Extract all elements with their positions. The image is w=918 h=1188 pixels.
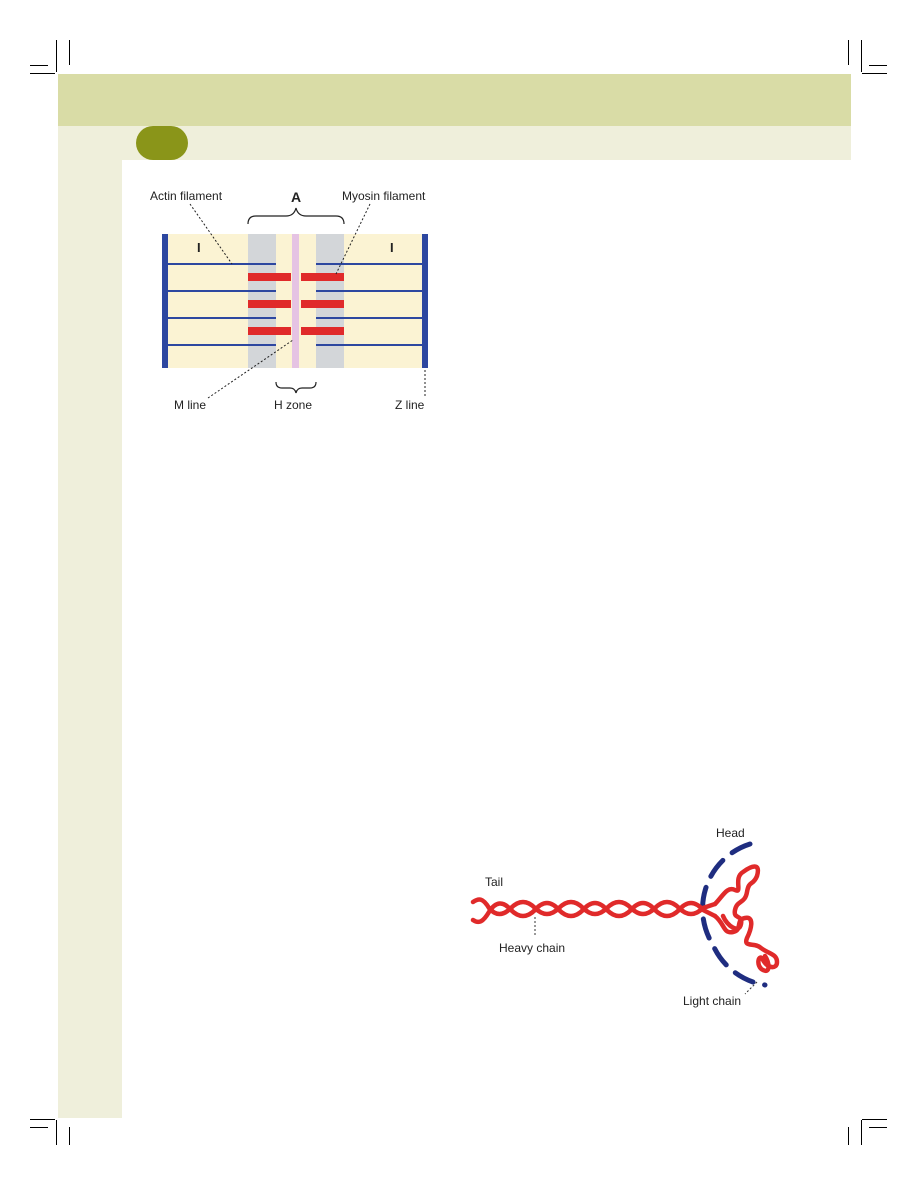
crop-mark [862, 73, 887, 74]
crop-mark [30, 1119, 55, 1120]
myosin-heads [715, 867, 777, 971]
actin-filament-label: Actin filament [150, 189, 223, 203]
crop-mark [30, 1127, 48, 1128]
left-margin-band [58, 126, 122, 1118]
crop-mark [848, 1127, 849, 1145]
crop-mark [56, 40, 57, 72]
myosin-filament [248, 273, 291, 281]
h-zone-brace [276, 382, 316, 393]
m-line [292, 234, 299, 368]
z-line-left [162, 234, 168, 368]
i-band-label-right: I [390, 240, 394, 255]
crop-mark [30, 73, 55, 74]
crop-mark [30, 65, 48, 66]
z-line-right [422, 234, 428, 368]
i-band-label-left: I [197, 240, 201, 255]
crop-mark [869, 1127, 887, 1128]
myosin-filament-label: Myosin filament [342, 189, 426, 203]
myosin-filament [248, 300, 291, 308]
head-label: Head [716, 826, 745, 840]
tail-label: Tail [485, 875, 504, 889]
h-zone-label: H zone [274, 398, 313, 412]
a-band-label: A [291, 189, 302, 205]
crop-mark [861, 40, 862, 72]
m-line-label: M line [174, 398, 207, 412]
crop-mark [69, 40, 70, 65]
header-band [58, 74, 851, 126]
heavy-chain-tail [473, 900, 715, 922]
myosin-filament [301, 273, 344, 281]
light-chain-label: Light chain [683, 994, 742, 1008]
subheader-band [122, 126, 851, 160]
myosin-filament [301, 327, 344, 335]
crop-mark [56, 1120, 57, 1145]
myosin-molecule-diagram [465, 820, 795, 1015]
myosin-filament [301, 300, 344, 308]
a-band-brace [248, 208, 344, 224]
z-line-label: Z line [395, 398, 425, 412]
heavy-chain-label: Heavy chain [499, 941, 566, 955]
crop-mark [69, 1127, 70, 1145]
crop-mark [869, 65, 887, 66]
crop-mark [861, 1120, 862, 1145]
chapter-pill [136, 126, 188, 160]
myosin-filament [248, 327, 291, 335]
crop-mark [848, 40, 849, 65]
sarcomere-diagram [140, 180, 440, 420]
crop-mark [862, 1119, 887, 1120]
